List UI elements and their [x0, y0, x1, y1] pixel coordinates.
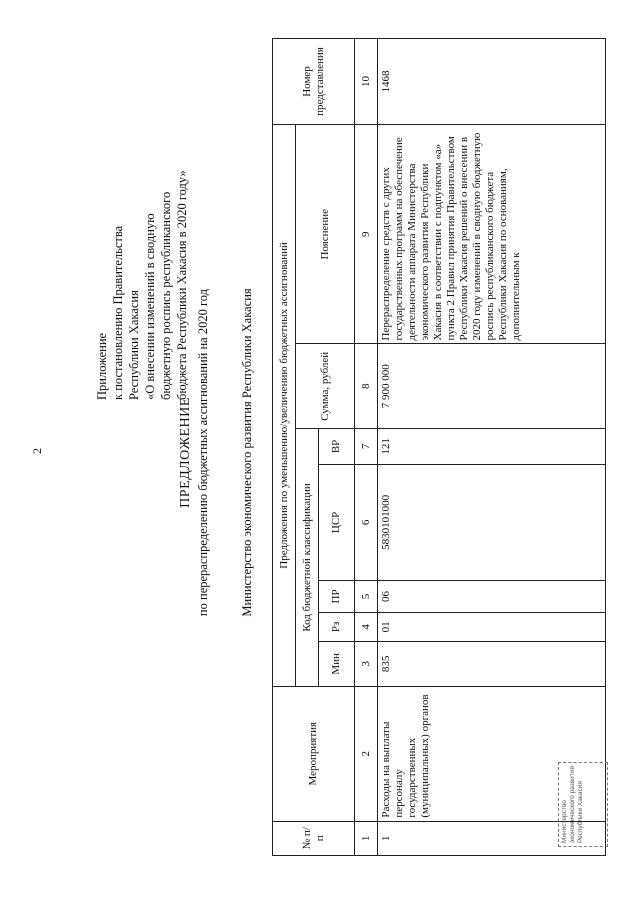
- col-number: 7: [355, 429, 378, 465]
- document-title: ПРЕДЛОЖЕНИЕ: [178, 397, 193, 508]
- row-vr: 121: [378, 429, 606, 465]
- appendix-line: Республики Хакасия: [127, 290, 141, 400]
- document-subtitle: по перераспределению бюджетных ассигнований на 2020 год: [196, 288, 210, 617]
- row-pr: 06: [378, 581, 606, 613]
- row-num: 1: [378, 821, 606, 855]
- header-event: Мероприятия: [273, 686, 355, 821]
- header-code-group: Код бюджетной классификации: [296, 429, 319, 687]
- appendix-line: к постановлению Правительства: [111, 225, 125, 400]
- col-number: 4: [355, 612, 378, 641]
- row-rz: 01: [378, 612, 606, 641]
- col-number: 8: [355, 344, 378, 429]
- row-explanation: Перераспределение средств с других государственных программ на обеспечение деятельности аппарата Министерства экономического развития Республики Хакасия в соответствии с подпунктом «а» пункта 2 Правил принятия Правительством Республики Хакасия решений о внесении в 2020 году изменений в сводную бюджетную роспись республиканского бюджета Республики Хакасия по основаниям, дополнительным к: [378, 124, 606, 344]
- appendix-line: бюджета Республики Хакасия в 2020 году»: [175, 170, 189, 400]
- header-csr: ЦСР: [319, 464, 355, 580]
- row-event: Расходы на выплаты персоналу государственных (муниципальных) органов: [378, 686, 606, 821]
- registration-stamp: Министерство экономического развития Республики Хакасия: [558, 762, 608, 847]
- col-number: 9: [355, 124, 378, 344]
- header-sum: Сумма, рублей: [296, 344, 355, 429]
- row-csr: 5830101000: [378, 464, 606, 580]
- col-number: 5: [355, 581, 378, 613]
- appendix-block: [94, 40, 190, 400]
- row-sum: 7 900 000: [378, 344, 606, 429]
- col-number: 3: [355, 641, 378, 686]
- header-min: Мин: [319, 641, 355, 686]
- appendix-line: Приложение: [95, 332, 109, 400]
- col-number: 1: [355, 821, 378, 855]
- column-number-row: [355, 39, 378, 856]
- table-row: [378, 39, 606, 856]
- ministry-name: Министерство экономического развития Республики Хакасия: [240, 288, 254, 617]
- header-num: № п/п: [273, 821, 355, 855]
- page-number: 2: [30, 448, 44, 454]
- header-pr: ПР: [319, 581, 355, 613]
- header-representation-number: Номер представления: [273, 39, 355, 125]
- header-proposals-group: Предложения по уменьшению/увеличению бюджетных ассигнований: [273, 124, 296, 686]
- header-rz: Рз: [319, 612, 355, 641]
- row-representation-number: 1468: [378, 39, 606, 125]
- proposal-table: [272, 38, 606, 856]
- header-explanation: Пояснение: [296, 124, 355, 344]
- appendix-line: «О внесении изменений в сводную: [143, 213, 157, 400]
- col-number: 6: [355, 464, 378, 580]
- col-number: 2: [355, 686, 378, 821]
- header-vr: ВР: [319, 429, 355, 465]
- appendix-line: бюджетную роспись республиканского: [159, 191, 173, 400]
- col-number: 10: [355, 39, 378, 125]
- row-min: 835: [378, 641, 606, 686]
